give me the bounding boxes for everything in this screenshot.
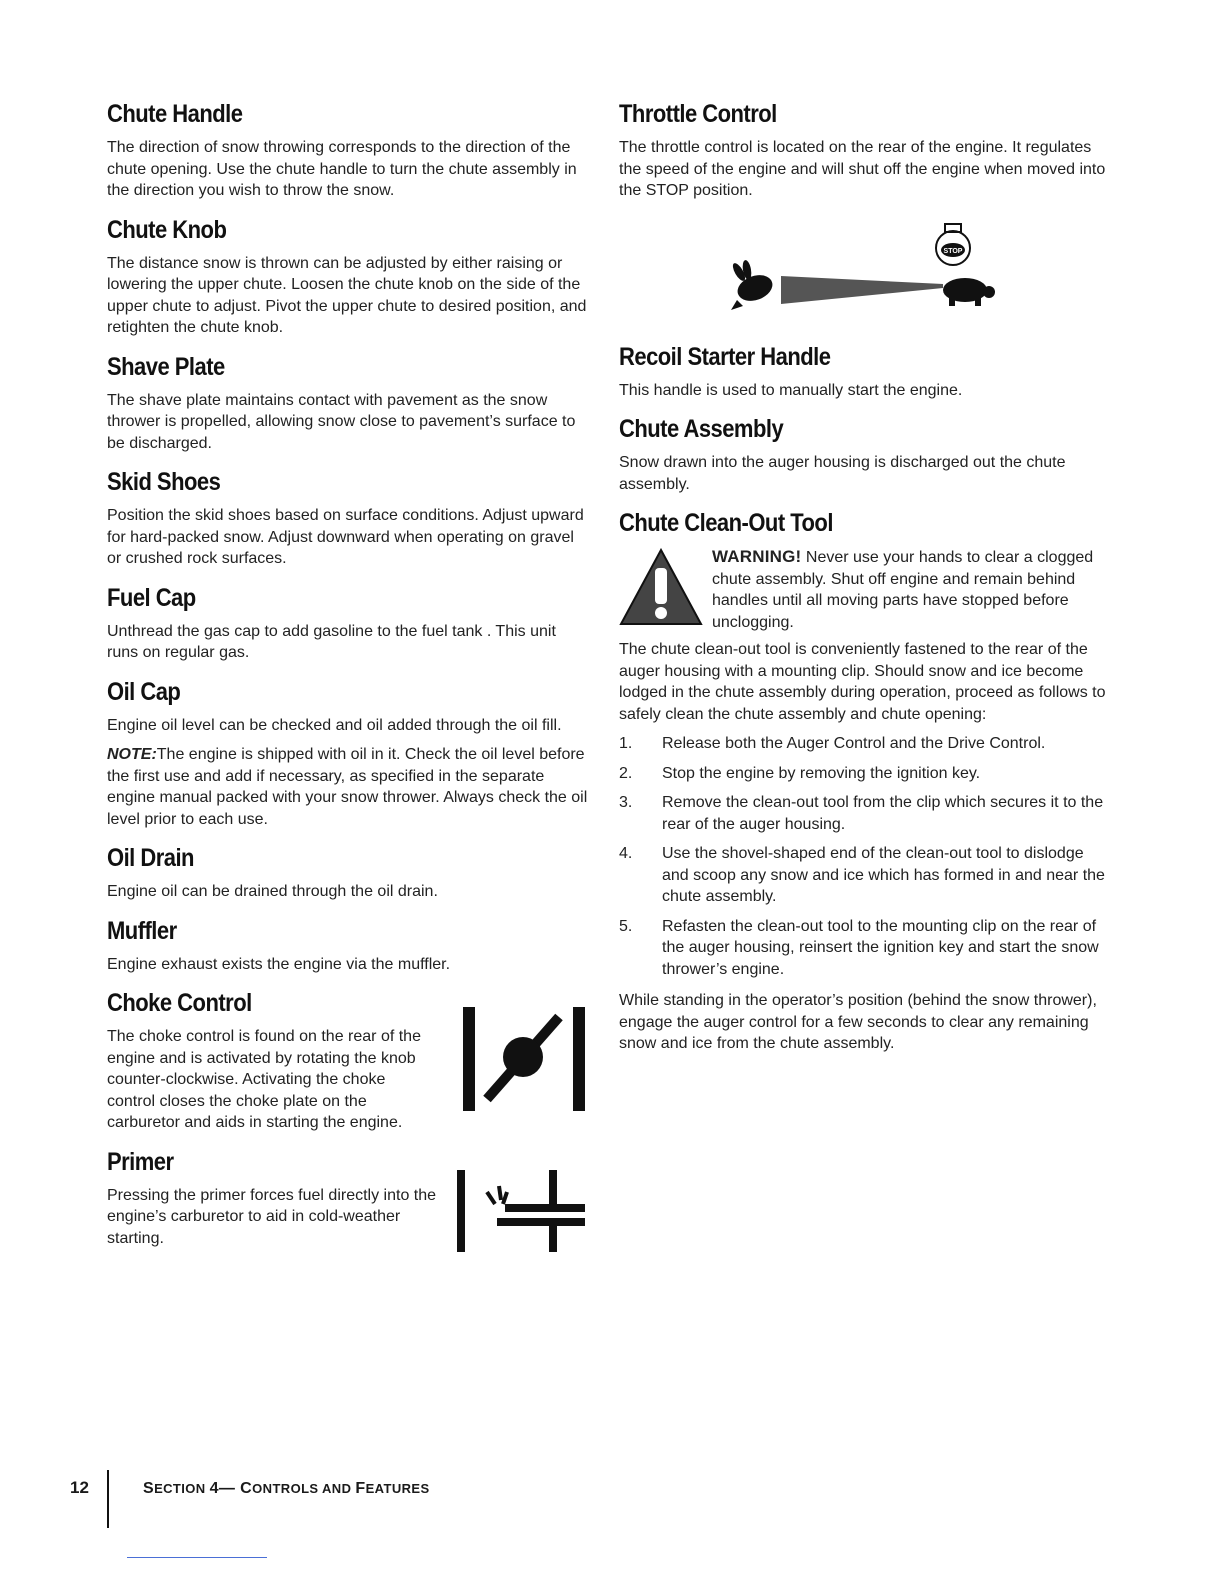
heading-chute-handle: Chute Handle xyxy=(107,100,243,128)
text-throttle-control: The throttle control is located on the rear of the engine. It regulates the speed of the engine and will shut off the engine when moved into the STOP position. xyxy=(619,139,1106,199)
section-recoil-starter xyxy=(619,343,1109,402)
list-item: 3. Remove the clean-out tool from the clip which secures it to the rear of the auger housing. xyxy=(619,794,1104,833)
stop-label: STOP xyxy=(943,247,963,255)
section-oil-drain xyxy=(107,844,589,903)
heading-oil-cap: Oil Cap xyxy=(107,677,181,706)
note-oil-cap xyxy=(107,744,589,830)
text-primer: Pressing the primer forces fuel directly into the engine’s carburetor to aid in cold-weather starting. xyxy=(107,1186,437,1247)
text-oil-cap: Engine oil level can be checked and oil added through the oil fill. xyxy=(107,716,562,734)
heading-recoil-starter: Recoil Starter Handle xyxy=(619,342,831,371)
text-chute-knob: The distance snow is thrown can be adjusted by either raising or lowering the upper chute. Loosen the chute knob on the side of the upper chute to adjust. Pivot the upper chute to desired position, and retighten the chute knob. xyxy=(107,254,587,336)
section-primer xyxy=(107,1148,589,1250)
text-recoil-starter: This handle is used to manually start the engine. xyxy=(619,381,963,399)
section-throttle-control xyxy=(619,100,1109,339)
list-item: 5. Refasten the clean-out tool to the mounting clip on the rear of the auger housing, reinsert the ignition key and start the snow thrower’s engine. xyxy=(619,917,1099,978)
right-column xyxy=(619,100,1109,1069)
text-choke-control: The choke control is found on the rear of the engine and is activated by rotating the knob counter-clockwise. Activating the choke control closes the choke plate on the carburetor and aids in starting the engine. xyxy=(107,1028,421,1131)
section-skid-shoes xyxy=(107,468,589,570)
left-column xyxy=(107,100,589,1263)
section-fuel-cap xyxy=(107,584,589,664)
list-item: 1. Release both the Auger Control and the Drive Control. xyxy=(619,735,1046,752)
heading-chute-cleanout: Chute Clean-Out Tool xyxy=(619,509,833,537)
choke-symbol-icon xyxy=(463,1007,587,1111)
heading-primer: Primer xyxy=(107,1147,174,1176)
section-chute-handle xyxy=(107,100,589,202)
heading-throttle-control: Throttle Control xyxy=(619,100,777,128)
footer-section-title: SECTION 4— CONTROLS AND FEATURES xyxy=(143,1480,430,1497)
page-number: 12 xyxy=(70,1478,89,1497)
text-cleanout-closing: While standing in the operator’s position (behind the snow thrower), engage the auger control for a few seconds to clear any remaining snow and ice from the chute assembly. xyxy=(619,992,1097,1052)
heading-chute-assembly: Chute Assembly xyxy=(619,415,784,443)
warning-triangle-icon xyxy=(619,548,703,626)
text-oil-drain: Engine oil can be drained through the oil drain. xyxy=(107,883,438,900)
text-fuel-cap: Unthread the gas cap to add gasoline to the fuel tank . This unit runs on regular gas. xyxy=(107,622,556,661)
section-choke-control xyxy=(107,989,589,1134)
section-muffler xyxy=(107,917,589,976)
text-shave-plate: The shave plate maintains contact with pavement as the snow thrower is propelled, allowing snow close to pavement’s surface to be discharged. xyxy=(107,391,576,452)
heading-chute-knob: Chute Knob xyxy=(107,215,227,244)
heading-shave-plate: Shave Plate xyxy=(107,352,225,381)
section-shave-plate xyxy=(107,353,589,455)
heading-choke-control: Choke Control xyxy=(107,989,252,1017)
heading-oil-drain: Oil Drain xyxy=(107,844,194,872)
text-chute-assembly: Snow drawn into the auger housing is discharged out the chute assembly. xyxy=(619,454,1066,493)
link-underline xyxy=(127,1557,267,1558)
text-chute-handle: The direction of snow throwing corresponds to the direction of the chute opening. Use the chute handle to turn the chute assembly in the direction you wish to throw the snow. xyxy=(107,139,577,199)
warning-body: Never use your hands to clear a clogged chute assembly. Shut off engine and remain behind handles until all moving parts have stopped before unclogging. xyxy=(712,549,1094,631)
engine-stop-icon xyxy=(936,224,970,265)
heading-muffler: Muffler xyxy=(107,916,177,945)
warning-label: WARNING! xyxy=(712,547,802,566)
section-chute-knob xyxy=(107,216,589,339)
warning-text xyxy=(712,546,1109,633)
text-muffler: Engine exhaust exists the engine via the muffler. xyxy=(107,955,451,973)
section-chute-cleanout xyxy=(619,509,1109,1055)
section-oil-cap xyxy=(107,678,589,831)
footer-divider xyxy=(107,1470,109,1528)
text-cleanout-intro: The chute clean-out tool is conveniently fastened to the rear of the auger housing with a mounting clip. Should snow and ice become lodged in the chute assembly during operation, proceed as follows to safely clean the chute assembly and chute opening: xyxy=(619,641,1106,723)
warning-block xyxy=(619,546,1109,633)
primer-symbol-icon xyxy=(457,1170,593,1252)
note-text: The engine is shipped with oil in it. Check the oil level before the first use and add if necessary, as specified in the separate engine manual packed with your snow thrower. Always check the oil level prior to each use. xyxy=(107,746,588,828)
cleanout-steps xyxy=(619,733,1109,980)
rabbit-fast-icon xyxy=(731,259,776,310)
throttle-diagram xyxy=(729,220,997,316)
note-label: NOTE: xyxy=(107,746,157,763)
tortoise-slow-icon xyxy=(943,278,995,306)
text-skid-shoes: Position the skid shoes based on surface conditions. Adjust upward for hard-packed snow. Adjust downward when operating on gravel or crushed rock surfaces. xyxy=(107,507,584,567)
heading-skid-shoes: Skid Shoes xyxy=(107,468,221,496)
section-chute-assembly xyxy=(619,415,1109,495)
heading-fuel-cap: Fuel Cap xyxy=(107,583,196,612)
list-item: 2. Stop the engine by removing the ignition key. xyxy=(619,764,981,782)
list-item: 4. Use the shovel-shaped end of the clean-out tool to dislodge and scoop any snow and ice which has formed in and near the chute assembly. xyxy=(619,845,1105,905)
